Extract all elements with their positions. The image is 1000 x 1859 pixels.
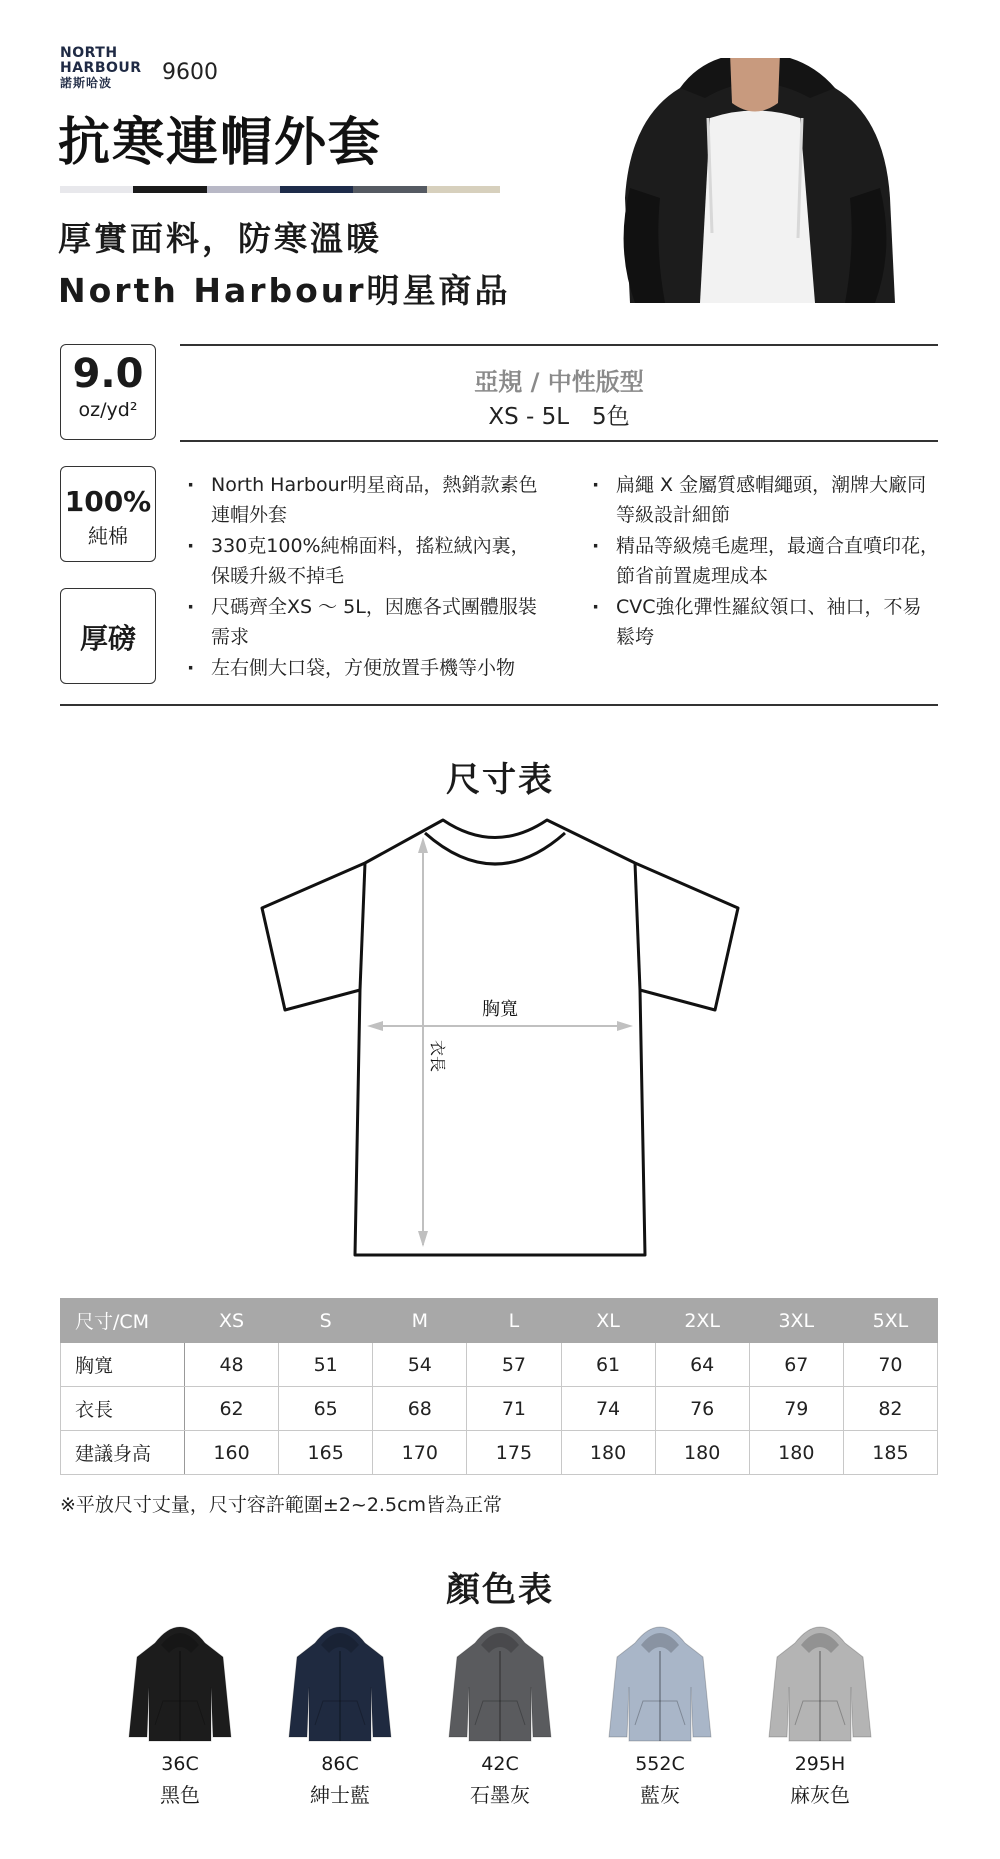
- table-cell: 71: [467, 1387, 561, 1431]
- table-cell: 衣長: [61, 1387, 185, 1431]
- color-strip-segment: [427, 186, 500, 193]
- table-cell: 70: [843, 1343, 937, 1387]
- table-row: [61, 1343, 938, 1387]
- thick-label: 厚磅: [79, 622, 136, 655]
- table-header: 3XL: [749, 1299, 843, 1343]
- color-swatch: [420, 1615, 580, 1808]
- table-header: XL: [561, 1299, 655, 1343]
- color-strip-segment: [353, 186, 426, 193]
- color-strip-segment: [280, 186, 353, 193]
- table-cell: 82: [843, 1387, 937, 1431]
- table-cell: 65: [279, 1387, 373, 1431]
- feature-item: · 左右側大口袋，方便放置手機等小物: [183, 653, 545, 683]
- color-strip-segment: [207, 186, 280, 193]
- table-cell: 160: [185, 1431, 279, 1475]
- hoodie-icon: [445, 1615, 555, 1745]
- table-cell: 67: [749, 1343, 843, 1387]
- model-photo: [610, 58, 900, 303]
- color-list: [100, 1615, 900, 1808]
- feature-item: · CVC強化彈性羅紋領口、袖口，不易鬆垮: [588, 592, 940, 652]
- cotton-label: 純棉: [88, 524, 128, 548]
- table-cell: 185: [843, 1431, 937, 1475]
- table-cell: 180: [749, 1431, 843, 1475]
- hoodie-icon: [765, 1615, 875, 1745]
- table-row: [61, 1387, 938, 1431]
- features-left: [183, 470, 545, 684]
- divider: [180, 344, 938, 346]
- table-cell: 54: [373, 1343, 467, 1387]
- subtitle-1: 厚實面料，防寒溫暖: [58, 219, 382, 258]
- size-chart-title: 尺寸表: [446, 760, 554, 800]
- table-cell: 165: [279, 1431, 373, 1475]
- weight-badge: [60, 344, 156, 440]
- color-strip-segment: [133, 186, 206, 193]
- table-header: S: [279, 1299, 373, 1343]
- color-name: 石墨灰: [470, 1783, 530, 1807]
- fit-sizes: XS - 5L 5色: [488, 404, 630, 430]
- table-cell: 64: [655, 1343, 749, 1387]
- color-code: 552C: [635, 1753, 685, 1775]
- color-swatch: [260, 1615, 420, 1808]
- product-title: 抗寒連帽外套: [58, 113, 383, 173]
- color-swatch: [740, 1615, 900, 1808]
- color-chart-title: 顏色表: [446, 1570, 554, 1610]
- weight-unit: oz/yd²: [78, 399, 138, 421]
- table-cell: 180: [561, 1431, 655, 1475]
- cotton-value: 100%: [64, 485, 152, 518]
- fit-label: 亞規 / 中性版型: [474, 368, 644, 396]
- table-cell: 68: [373, 1387, 467, 1431]
- color-name: 藍灰: [640, 1783, 680, 1807]
- brand-line2: HARBOUR: [60, 60, 142, 76]
- chest-label: 胸寬: [482, 999, 518, 1020]
- table-cell: 170: [373, 1431, 467, 1475]
- table-cell: 61: [561, 1343, 655, 1387]
- hoodie-icon: [125, 1615, 235, 1745]
- color-swatch: [580, 1615, 740, 1808]
- table-cell: 建議身高: [61, 1431, 185, 1475]
- brand-logo: [60, 46, 150, 91]
- color-name: 黑色: [160, 1783, 200, 1807]
- table-header: 5XL: [843, 1299, 937, 1343]
- color-code: 295H: [794, 1753, 846, 1775]
- table-header: L: [467, 1299, 561, 1343]
- feature-item: · 330克100%純棉面料，搖粒絨內裏，保暖升級不掉毛: [183, 531, 545, 591]
- brand-zh: 諾斯哈波: [60, 76, 113, 90]
- hoodie-icon: [605, 1615, 715, 1745]
- color-strip-segment: [60, 186, 133, 193]
- weight-value: 9.0: [72, 351, 144, 397]
- color-code: 86C: [321, 1753, 359, 1775]
- table-cell: 175: [467, 1431, 561, 1475]
- color-name: 麻灰色: [790, 1783, 850, 1807]
- feature-item: · 扁繩 X 金屬質感帽繩頭，潮牌大廠同等級設計細節: [588, 470, 940, 530]
- brand-line1: NORTH: [60, 45, 118, 61]
- divider: [180, 440, 938, 442]
- table-cell: 62: [185, 1387, 279, 1431]
- size-note: ※平放尺寸丈量，尺寸容許範圍±2~2.5cm皆為正常: [60, 1494, 503, 1516]
- table-header: M: [373, 1299, 467, 1343]
- table-cell: 76: [655, 1387, 749, 1431]
- table-cell: 胸寬: [61, 1343, 185, 1387]
- color-code: 42C: [481, 1753, 519, 1775]
- product-code: 9600: [162, 60, 218, 85]
- length-label: 衣長: [428, 1040, 447, 1073]
- table-cell: 180: [655, 1431, 749, 1475]
- color-strip: [60, 186, 500, 193]
- table-header-row: [61, 1299, 938, 1343]
- size-table: [60, 1298, 938, 1475]
- table-header: 尺寸/CM: [61, 1299, 185, 1343]
- table-cell: 48: [185, 1343, 279, 1387]
- hoodie-icon: [285, 1615, 395, 1745]
- table-cell: 79: [749, 1387, 843, 1431]
- table-cell: 74: [561, 1387, 655, 1431]
- table-cell: 57: [467, 1343, 561, 1387]
- color-swatch: [100, 1615, 260, 1808]
- feature-item: · 尺碼齊全XS ～ 5L，因應各式團體服裝需求: [183, 592, 545, 652]
- cotton-badge: [60, 466, 156, 562]
- table-header: 2XL: [655, 1299, 749, 1343]
- table-cell: 51: [279, 1343, 373, 1387]
- features-right: [588, 470, 940, 653]
- color-name: 紳士藍: [310, 1783, 370, 1807]
- thick-badge: [60, 588, 156, 684]
- color-code: 36C: [161, 1753, 199, 1775]
- table-header: XS: [185, 1299, 279, 1343]
- feature-item: · North Harbour明星商品，熱銷款素色連帽外套: [183, 470, 545, 530]
- shirt-diagram: [255, 815, 745, 1265]
- table-row: [61, 1431, 938, 1475]
- section-divider: [60, 704, 938, 706]
- feature-item: · 精品等級燒毛處理，最適合直噴印花，節省前置處理成本: [588, 531, 940, 591]
- subtitle-2: North Harbour明星商品: [58, 271, 511, 310]
